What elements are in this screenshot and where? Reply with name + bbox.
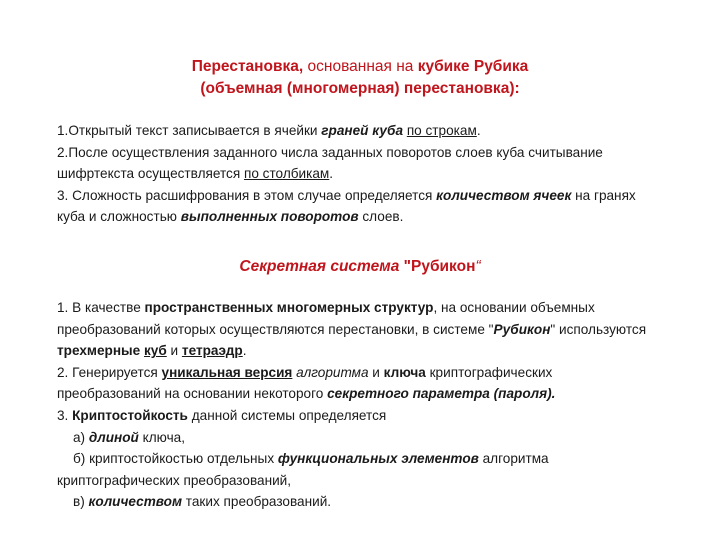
item-3-sub-a: а) длиной ключа,: [73, 429, 185, 445]
section-title-rubicon: Секретная система "Рубикон“: [239, 258, 481, 275]
slide-title: [0, 58, 720, 76]
item-1-line-2: преобразований которых осуществляются перестановки, в системе "Рубикон" используются: [57, 321, 647, 337]
title-connector: основанная на: [303, 58, 418, 75]
section-rubik-permutation: [57, 120, 697, 228]
section-rubicon-system: [57, 297, 697, 513]
item-3: 3. Криптостойкость данной системы определяется: [57, 407, 387, 423]
item-1-line-3: трехмерные куб и тетраэдр.: [57, 343, 247, 359]
paragraph-2-line-2: шифртекста осуществляется по столбикам.: [57, 166, 334, 182]
title-term-rubik: кубике Рубика: [417, 58, 529, 75]
paragraph-1: 1.Открытый текст записывается в ячейки граней куба по строкам.: [57, 123, 481, 138]
slide-subtitle: (объемная (многомерная) перестановка):: [200, 80, 520, 97]
item-2-line-2: преобразований на основании некоторого секретного параметра (пароля).: [57, 386, 556, 402]
item-3-sub-b-line-1: б) криптостойкостью отдельных функциональных элементов алгоритма: [73, 451, 549, 467]
title-term: Перестановка,: [191, 58, 304, 75]
item-3-sub-c: в) количеством таких преобразований.: [73, 494, 332, 510]
item-1-line-1: 1. В качестве пространственных многомерных структур, на основании объемных: [57, 300, 595, 315]
item-2-line-1: 2. Генерируется уникальная версия алгоритма и ключа криптографических: [57, 364, 553, 380]
paragraph-2-line-1: 2.После осуществления заданного числа заданных поворотов слоев куба считывание: [57, 144, 603, 160]
paragraph-3-line-1: 3. Сложность расшифрования в этом случае определяется количеством ячеек на гранях: [57, 187, 636, 203]
paragraph-3-line-2: куба и сложностью выполненных поворотов слоев.: [57, 209, 404, 225]
item-3-sub-b-line-2: криптографических преобразований,: [57, 472, 292, 488]
